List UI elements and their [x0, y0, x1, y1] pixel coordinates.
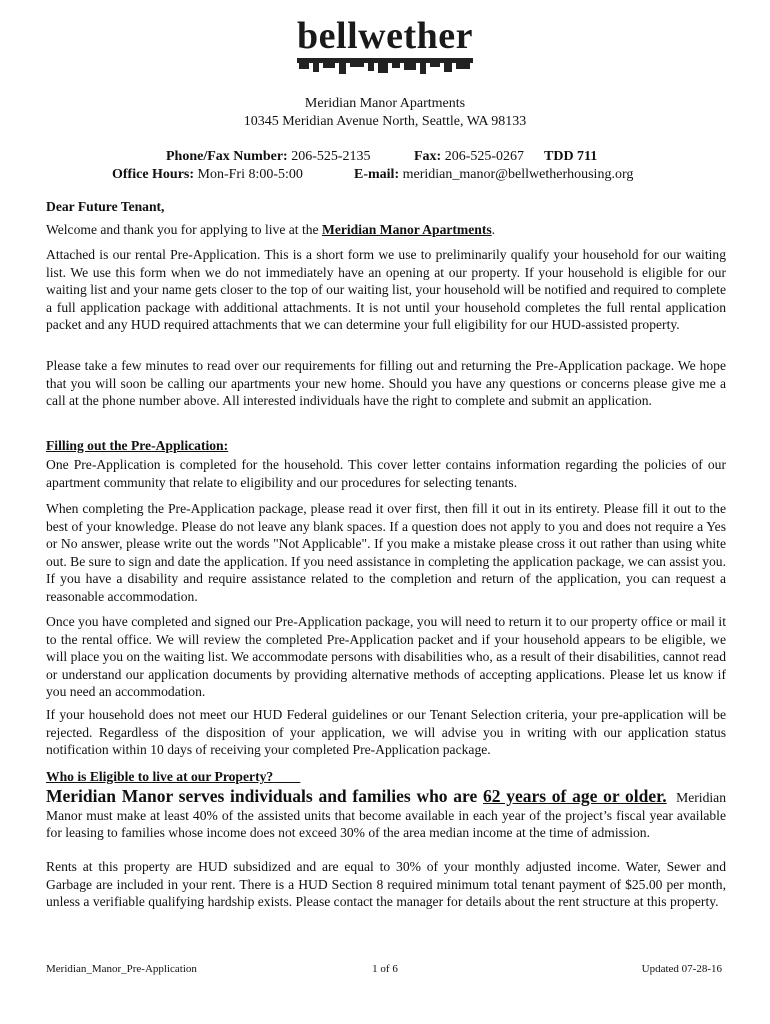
property-address: 10345 Meridian Avenue North, Seattle, WA 98133	[243, 114, 527, 129]
email-value: meridian_manor@bellwetherhousing.org	[399, 167, 634, 182]
property-name: Meridian Manor Apartments	[304, 96, 466, 111]
phone-line	[166, 148, 371, 166]
heading-filling-out-text: Filling out the Pre-Application:	[46, 438, 229, 453]
paragraph-rent: Rents at this property are HUD subsidized and are equal to 30% of your monthly adjusted income. Water, Sewer and Garbage are included in your rent. There is a HUD Section 8 required minimum total tenant payment of $25.00 per month, unless a verifiable qualifying hardship exists. Please contact the manager for details about the rent structure at this property.	[46, 859, 726, 910]
email-line	[354, 166, 633, 184]
paragraph-returning: Once you have completed and signed our Pre-Application package, you will need to return it to our property office or mail it to the rental office. We will review the completed Pre-Application packet and if your household appears to be eligible, we will place you on the waiting list. We accommodate persons with disabilities who, as a result of their disabilities, cannot read or understand our application documents by providing alternative methods of accepting applications. Please let us know if you need an accommodation.	[46, 614, 726, 700]
footer-document-name: Meridian_Manor_Pre-Application	[46, 963, 197, 975]
hours-value: Mon-Fri 8:00-5:00	[194, 167, 303, 182]
eligibility-rest: Meridian Manor must make at least 40% of the assisted units that become available in each year of the project’s fiscal year available for leasing to families whose income does not exceed 30% of the area median income at the time of admission.	[46, 790, 726, 841]
paragraph-completing: When completing the Pre-Application package, please read it over first, then fill it out in its entirety. Please fill it out to the best of your knowledge. Please do not leave any blank spaces. If a question does not apply to you and does not require a Yes or No answer, please write out the words "Not Applicable". If you make a mistake please cross it out rather than using white out. Be sure to sign and date the application. If you need assistance in completing the application package, we can assist you. If you have a disability and require assistance related to the completion and return of the application, you can request a reasonable accommodation.	[46, 501, 726, 604]
fax-line	[414, 148, 524, 166]
footer-page-number: 1 of 6	[372, 963, 398, 975]
phone-value: 206-525-2135	[287, 149, 371, 164]
welcome-text: Welcome and thank you for applying to live at the	[46, 222, 322, 237]
heading-eligibility	[46, 768, 726, 786]
heading-filling-out	[46, 437, 726, 455]
bellwether-logo	[0, 14, 770, 79]
eligibility-statement: Meridian Manor serves individuals and families who are	[46, 786, 483, 806]
fax-label: Fax:	[414, 149, 442, 164]
paragraph-eligibility	[46, 788, 726, 842]
paragraph-requirements: Please take a few minutes to read over our requirements for filling out and returning the Pre-Application package. We hope that you will soon be calling our apartments your new home. Should you have any questions or concerns please give me a call at the phone number above. All interested individuals have the right to complete and submit an application.	[46, 358, 726, 409]
paragraph-rejection: If your household does not meet our HUD Federal guidelines or our Tenant Selection criteria, your pre-application will be rejected. Regardless of the disposition of your application, we will advise you in writing with our application status notification within 10 days of receiving your completed Pre-Application package.	[46, 707, 726, 758]
heading-eligibility-text: Who is Eligible to live at our Property?	[46, 769, 274, 784]
salutation: Dear Future Tenant,	[46, 199, 165, 214]
paragraph-pre-application-intro: Attached is our rental Pre-Application. This is a short form we use to preliminarily qualify your household for our waiting list. We use this form when we do not immediately have an opening at our property. If your household is eligible for our waiting list and your name gets closer to the top of our waiting list, your household will be notified and required to complete a full application package with additional attachments. It is not until your household completes the full rental application packet and any HUD required attachments that we can determine your full eligibility for our HUD-assisted property.	[46, 247, 726, 333]
hours-label: Office Hours:	[112, 167, 195, 182]
fax-value: 206-525-0267	[441, 149, 525, 164]
logo-skyline-graphic	[297, 58, 473, 74]
eligibility-age: 62 years of age or older.	[482, 786, 667, 806]
property-name-emphasis: Meridian Manor Apartments	[322, 222, 492, 237]
footer-updated-date: Updated 07-28-16	[641, 963, 722, 975]
tdd-line	[544, 148, 597, 166]
welcome-end: .	[491, 222, 496, 237]
paragraph-household: One Pre-Application is completed for the household. This cover letter contains information regarding the policies of our apartment community that relate to eligibility and our procedures for selecting tenants.	[46, 457, 726, 490]
welcome-line	[46, 221, 726, 239]
email-label: E-mail:	[354, 167, 400, 182]
logo-wordmark: bellwether	[297, 15, 473, 57]
tdd-label: TDD 711	[544, 149, 598, 164]
phone-label: Phone/Fax Number:	[166, 149, 288, 164]
office-hours-line	[112, 166, 303, 184]
